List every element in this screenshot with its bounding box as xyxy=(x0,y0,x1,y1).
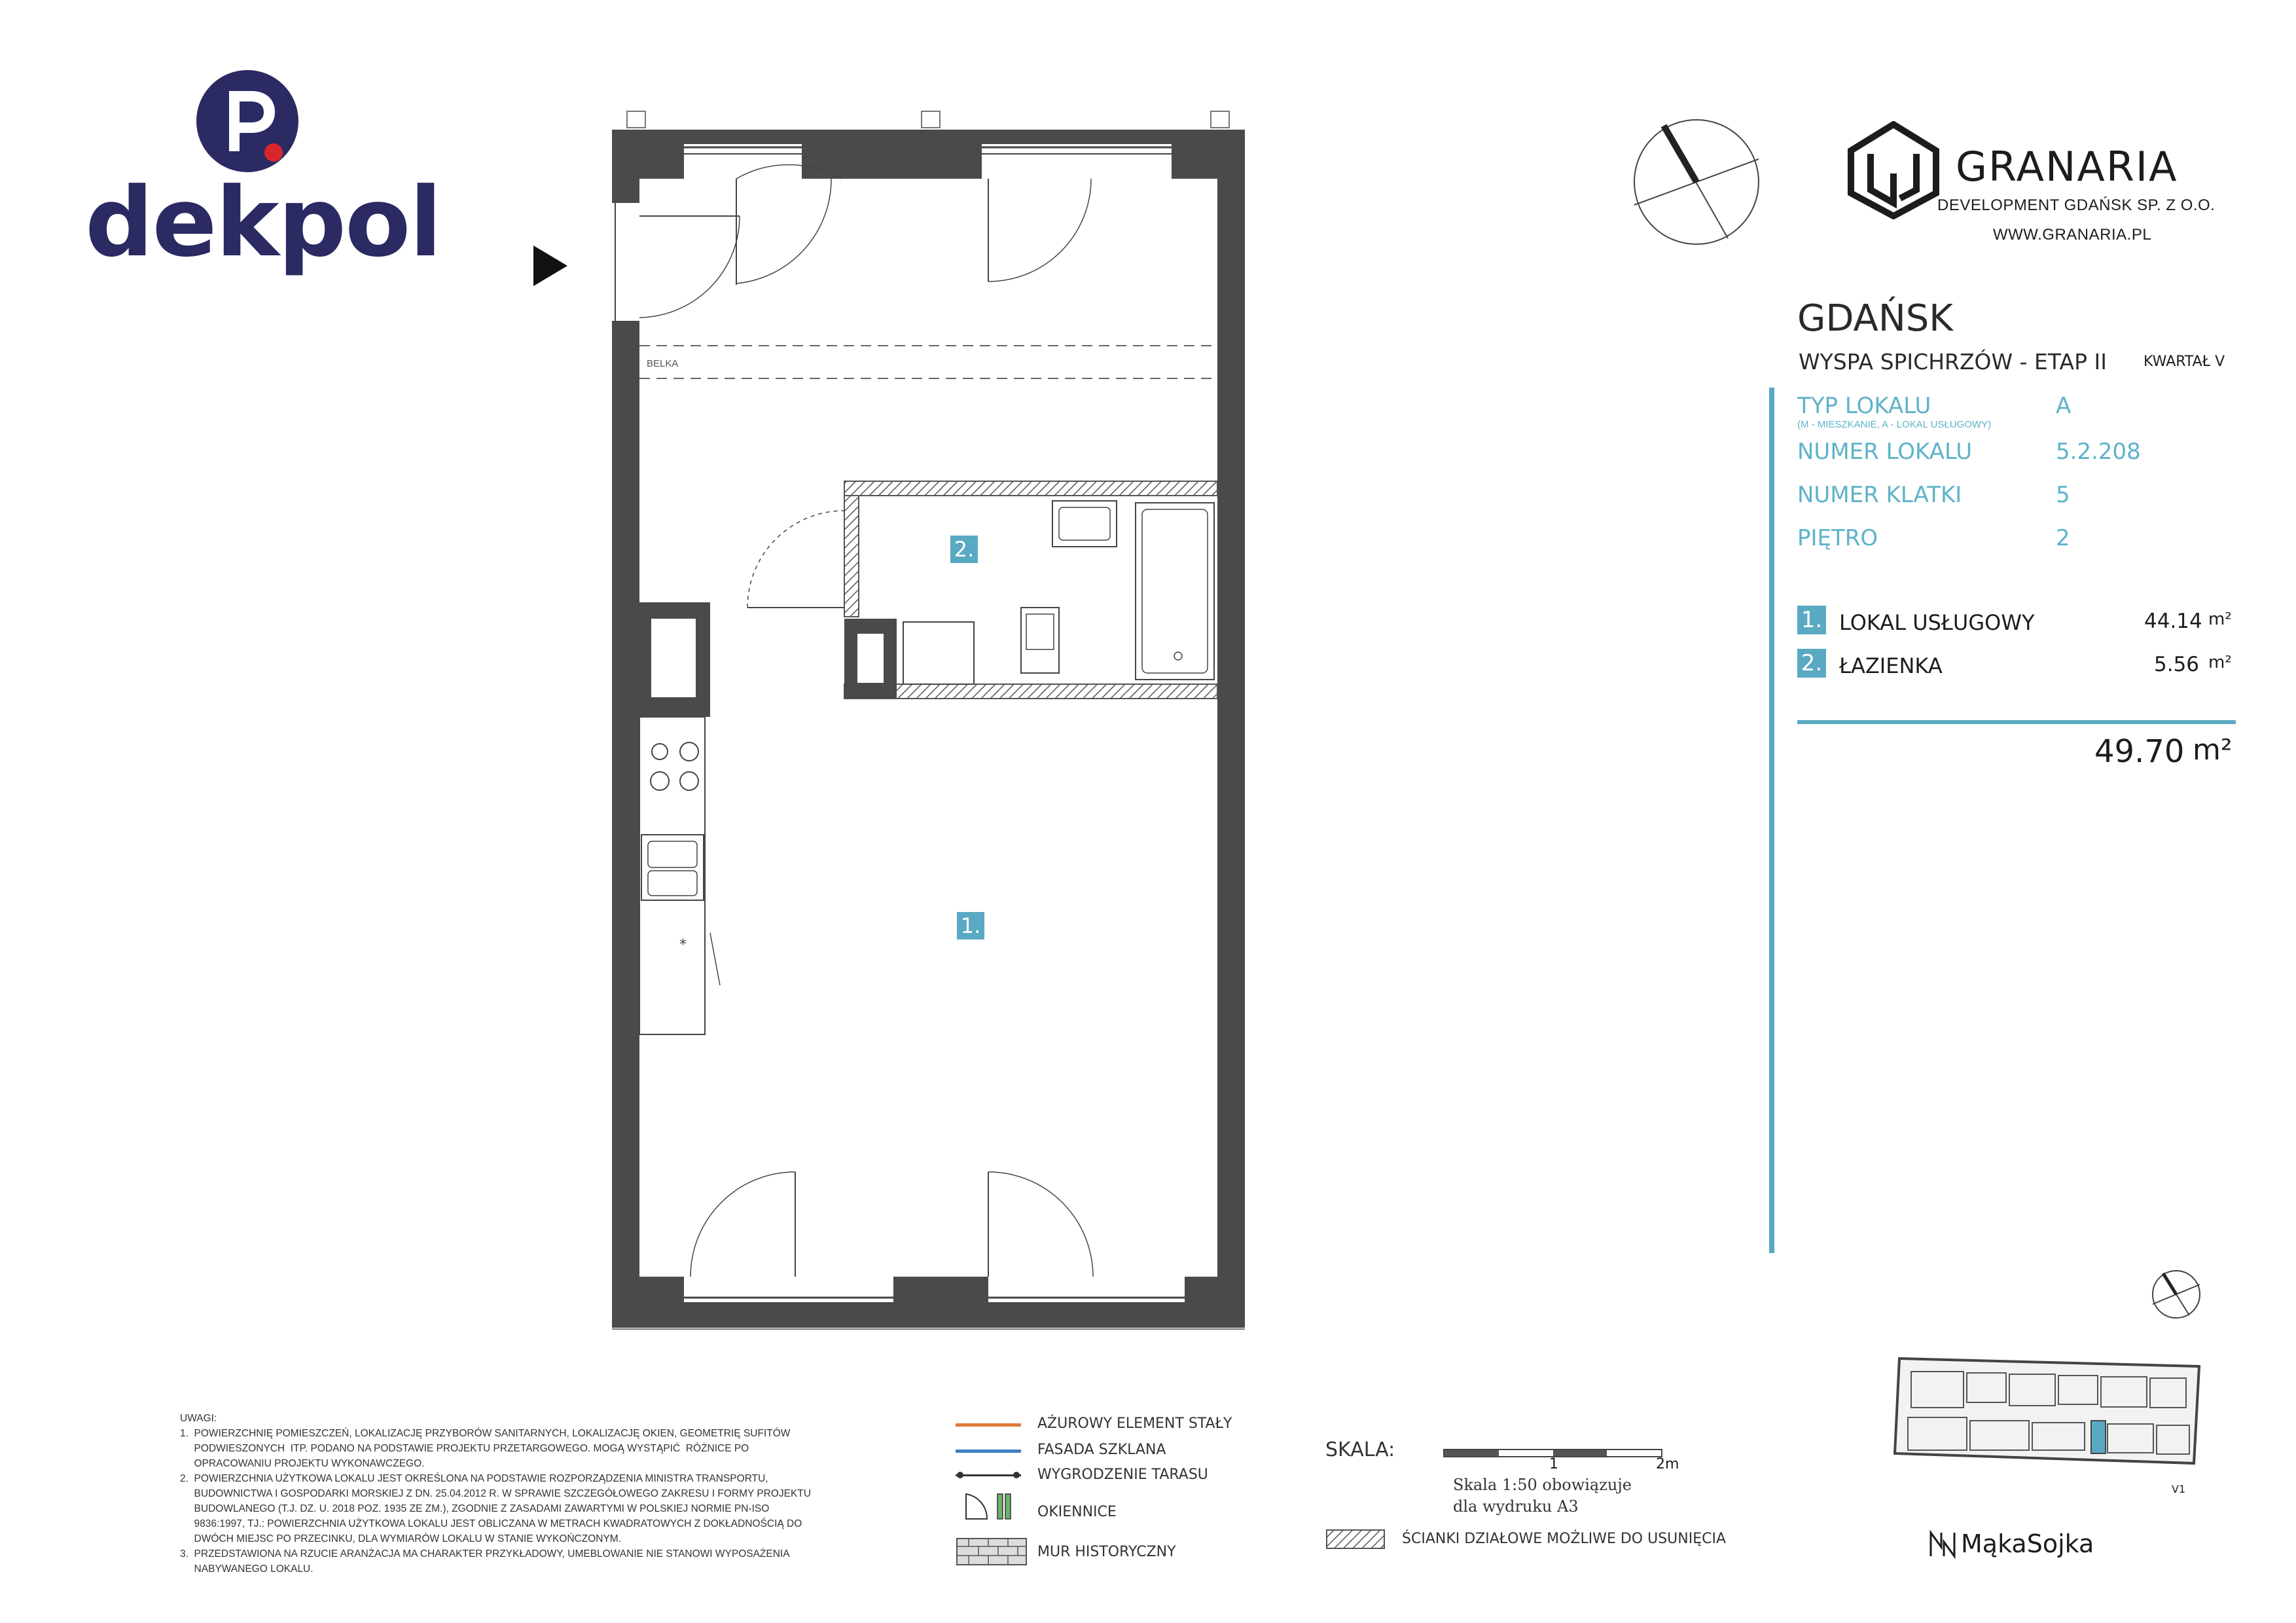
granaria-website: WWW.GRANARIA.PL xyxy=(1993,226,2152,244)
info-unit-number-label: NUMER LOKALU xyxy=(1797,439,1973,465)
shutter-icon xyxy=(963,1491,1016,1521)
legend-historic-wall-label: MUR HISTORYCZNY xyxy=(1037,1544,1176,1560)
version-label: V1 xyxy=(2172,1483,2186,1495)
scale-label: SKALA: xyxy=(1325,1438,1395,1461)
entrance-arrow-icon xyxy=(533,246,569,286)
notes-line: 3. PRZEDSTAWIONA NA RZUCIE ARANŻACJA MA CHARAKTER PRZYKŁADOWY, UMEBLOWANIE NIE STANOWI WYPOSAŻENIA xyxy=(180,1548,790,1559)
legend-openwork-label: AŻUROWY ELEMENT STAŁY xyxy=(1037,1415,1232,1432)
notes-title: UWAGI: xyxy=(180,1413,217,1424)
dekpol-wordmark: dekpol xyxy=(85,167,441,278)
notes-line: 9836:1997, TJ.: POWIERZCHNIA UŻYTKOWA LOKALU JEST OBLICZANA W METRACH KWADRATOWYCH Z DOKŁADNOŚCIĄ DO xyxy=(180,1518,802,1529)
plan-room-1-badge: 1. xyxy=(957,912,984,939)
notes-line: BUDOWLANEGO (T.J. DZ. U. 2018 POZ. 1935 ZE ZM.), ZGODNIE Z ZASADAMI ZAWARTYMI W POLSKIEJ NORMIE PN-ISO xyxy=(180,1503,770,1514)
city-title: GDAŃSK xyxy=(1797,297,1953,340)
legend-fence-dot xyxy=(957,1472,963,1478)
info-unit-number-value: 5.2.208 xyxy=(2056,439,2141,465)
architect-logo-icon xyxy=(1928,1530,1957,1559)
info-type-value: A xyxy=(2056,393,2072,419)
dekpol-logo xyxy=(85,69,441,285)
granaria-logo-icon xyxy=(1844,121,1943,219)
scale-tick-2: 2m xyxy=(1656,1456,1679,1472)
info-type-label: TYP LOKALU xyxy=(1797,393,1931,419)
room-1-badge: 1. xyxy=(1797,606,1826,634)
room-1-unit: m² xyxy=(2208,610,2232,629)
notes-line: BUDOWNICTWA I GOSPODARKI MORSKIEJ Z DN. 25.04.2012 R. W SPRAWIE SZCZEGÓŁOWEGO ZAKRESU I FORMY PROJEKTU xyxy=(180,1488,812,1499)
room-2-area: 5.56 xyxy=(2154,653,2200,676)
info-staircase-label: NUMER KLATKI xyxy=(1797,482,1962,508)
legend-swatch-fence xyxy=(956,1474,1021,1476)
dekpol-mark-icon xyxy=(195,69,300,173)
floor-plan xyxy=(602,105,1270,1349)
room-1-area: 44.14 xyxy=(2144,610,2202,633)
legend-fence-label: WYGRODZENIE TARASU xyxy=(1037,1467,1208,1483)
scale-note-line2: dla wydruku A3 xyxy=(1453,1497,1579,1516)
legend-fence-dot xyxy=(1013,1472,1020,1478)
total-unit: m² xyxy=(2193,733,2233,767)
room-2-badge: 2. xyxy=(1797,649,1826,678)
notes-line: NABYWANEGO LOKALU. xyxy=(180,1563,314,1575)
granaria-company: DEVELOPMENT GDAŃSK SP. Z O.O. xyxy=(1937,196,2215,214)
notes-line: PODWIESZONYCH ITP. PODANO NA PODSTAWIE PROJEKTU PRZETARGOWEGO. MOGĄ WYSTĄPIĆ RÓŻNICE PO xyxy=(180,1443,749,1454)
plan-room-2-badge: 2. xyxy=(950,536,978,563)
partition-note: ŚCIANKI DZIAŁOWE MOŻLIWE DO USUNIĘCIA xyxy=(1402,1531,1727,1547)
total-divider xyxy=(1797,720,2236,724)
historic-wall-icon xyxy=(956,1532,1028,1571)
room-2-name: ŁAZIENKA xyxy=(1839,653,1943,678)
legend xyxy=(956,1414,1283,1584)
room-2-unit: m² xyxy=(2208,653,2232,672)
legend-shutter-label: OKIENNICE xyxy=(1037,1504,1117,1520)
granaria-title: GRANARIA xyxy=(1956,143,2178,191)
project-name: WYSPA SPICHRZÓW - ETAP II xyxy=(1799,349,2107,374)
architect-name: MąkaSojka xyxy=(1961,1529,2094,1558)
unit-info xyxy=(1797,393,2203,563)
info-type-note: (M - MIESZKANIE, A - LOKAL USŁUGOWY) xyxy=(1797,419,1992,430)
compass-icon xyxy=(1631,117,1762,247)
info-floor-value: 2 xyxy=(2056,525,2070,551)
accent-vertical-line xyxy=(1769,388,1774,1253)
scale-tick-1: 1 xyxy=(1549,1456,1558,1472)
total-area: 49.70 xyxy=(2094,733,2185,770)
info-staircase-value: 5 xyxy=(2056,482,2070,508)
room-1-name: LOKAL USŁUGOWY xyxy=(1839,610,2035,635)
svg-text:*: * xyxy=(679,937,687,953)
beam-label: BELKA xyxy=(647,358,679,369)
site-plan xyxy=(1892,1352,2206,1473)
notes-line: OPRACOWANIU PROJEKTU WYKONAWCZEGO. xyxy=(180,1458,425,1469)
legend-swatch-glass xyxy=(956,1450,1021,1453)
notes-line: 1. POWIERZCHNIĘ POMIESZCZEŃ, LOKALIZACJĘ PRZYBORÓW SANITARNYCH, LOKALIZACJĘ OKIEN, GEOMETRIĘ SUFITÓW xyxy=(180,1428,791,1439)
scale-note-line1: Skala 1:50 obowiązuje xyxy=(1453,1476,1632,1494)
notes-line: 2. POWIERZCHNIA UŻYTKOWA LOKALU JEST OKREŚLONA NA PODSTAWIE ROZPORZĄDZENIA MINISTRA TRANSPORTU, xyxy=(180,1473,768,1484)
info-floor-label: PIĘTRO xyxy=(1797,525,1878,551)
site-compass-icon xyxy=(2150,1268,2202,1321)
quarter-label: KWARTAŁ V xyxy=(2144,354,2225,370)
room-list xyxy=(1797,606,2236,691)
legend-swatch-openwork xyxy=(956,1423,1021,1427)
legend-glass-label: FASADA SZKLANA xyxy=(1037,1442,1166,1458)
notes-block xyxy=(180,1411,933,1577)
notes-line: DWÓCH MIEJSC PO PRZECINKU, DLA WYMIARÓW LOKALU W STANIE WYKOŃCZONYM. xyxy=(180,1533,622,1544)
partition-hatch-icon xyxy=(1325,1529,1386,1550)
